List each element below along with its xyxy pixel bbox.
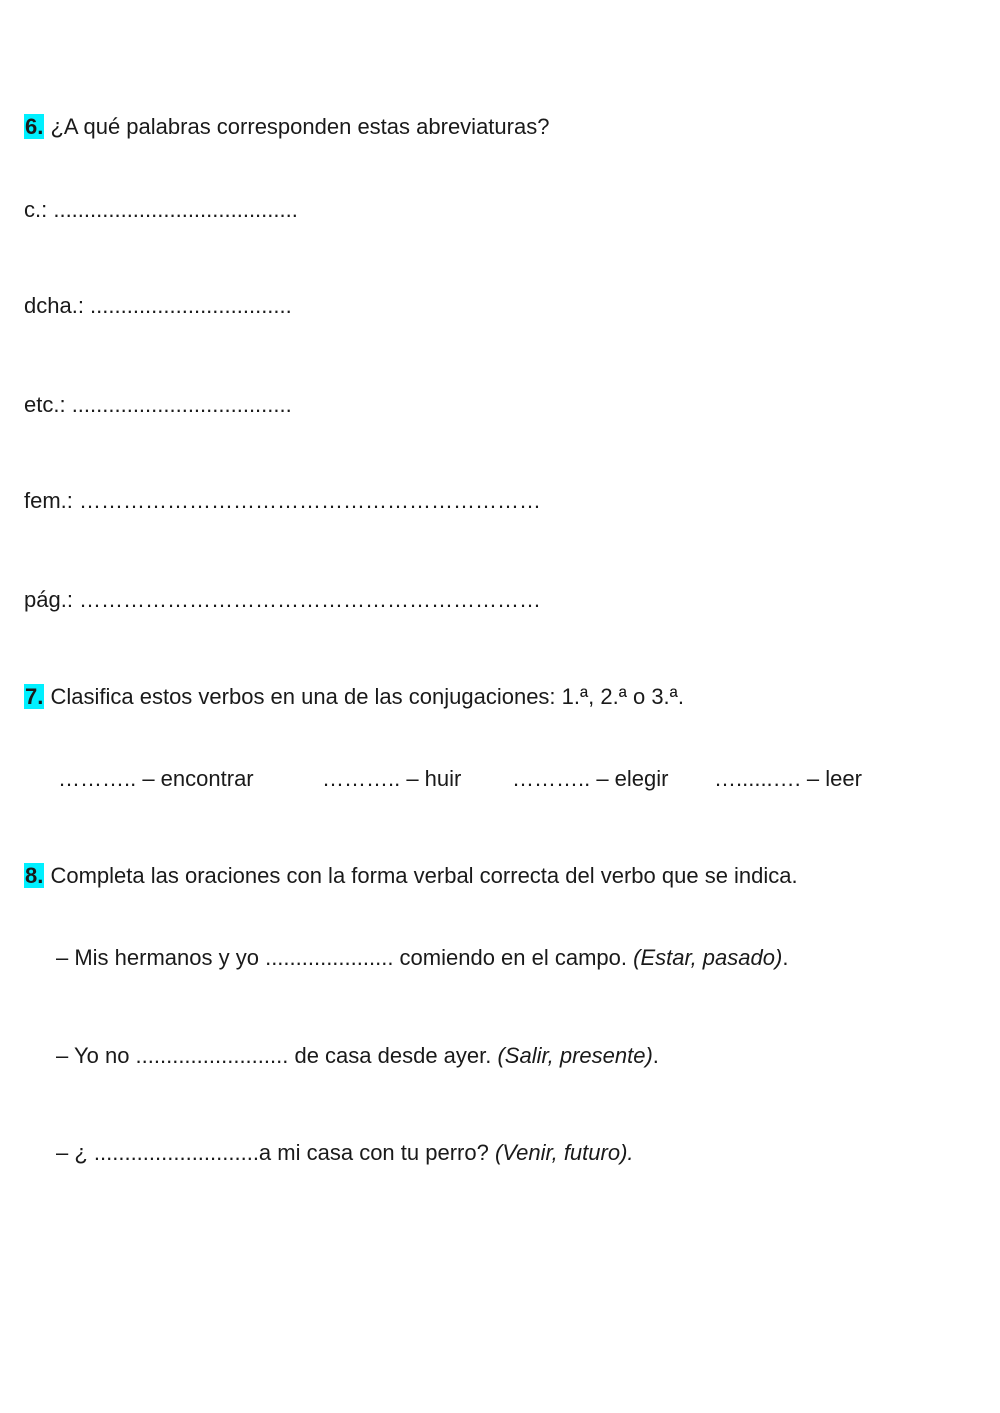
abbreviation-item-c xyxy=(24,196,298,224)
verb-item-elegir: ……….. – elegir xyxy=(512,766,669,791)
question-8-number: 8. xyxy=(25,863,44,888)
abbreviation-item-dcha xyxy=(24,292,292,320)
sentence-hint: (Venir, futuro). xyxy=(494,1140,634,1165)
sentence-3 xyxy=(56,1139,634,1167)
answer-blank: ……………………………………………………… xyxy=(72,488,542,513)
sentence-2 xyxy=(56,1042,659,1070)
question-7-text: Clasifica estos verbos en una de las conjugaciones: 1.ª, 2.ª o 3.ª. xyxy=(44,684,684,709)
question-6-number: 6. xyxy=(25,114,44,139)
question-6-heading xyxy=(24,113,549,141)
answer-blank: ........................................ xyxy=(47,197,298,222)
sentence-end: . xyxy=(782,945,789,970)
sentence-1 xyxy=(56,944,788,972)
sentence-hint: (Estar, pasado) xyxy=(633,945,783,970)
question-6-text: ¿A qué palabras corresponden estas abreviaturas? xyxy=(44,114,550,139)
abbreviation-item-fem xyxy=(24,487,541,515)
abbreviation-label: pág.: xyxy=(24,587,73,612)
verb-item-encontrar: ……….. – encontrar xyxy=(58,766,254,791)
abbreviation-label: etc.: xyxy=(24,392,66,417)
question-7-number: 7. xyxy=(25,684,44,709)
sentence-text: – ¿ ...........................a mi casa con tu perro? xyxy=(56,1140,495,1165)
question-8-text: Completa las oraciones con la forma verbal correcta del verbo que se indica. xyxy=(44,863,798,888)
question-8-heading xyxy=(24,862,798,890)
sentence-hint: (Salir, presente) xyxy=(497,1043,653,1068)
answer-blank: ……………………………………………………… xyxy=(72,587,542,612)
abbreviation-item-pag xyxy=(24,586,541,614)
verb-item-huir: ……….. – huir xyxy=(322,766,462,791)
question-7-heading xyxy=(24,683,684,711)
abbreviation-item-etc xyxy=(24,391,292,419)
sentence-text: – Mis hermanos y yo ..................... comiendo en el campo. xyxy=(56,945,634,970)
verb-item-leer: …......…. – leer xyxy=(714,766,862,791)
abbreviation-label: dcha.: xyxy=(24,293,84,318)
answer-blank: .................................... xyxy=(65,392,292,417)
sentence-end: . xyxy=(652,1043,659,1068)
abbreviation-label: c.: xyxy=(24,197,48,222)
abbreviation-label: fem.: xyxy=(24,488,73,513)
sentence-text: – Yo no ......................... de casa desde ayer. xyxy=(56,1043,498,1068)
answer-blank: ................................. xyxy=(83,293,292,318)
